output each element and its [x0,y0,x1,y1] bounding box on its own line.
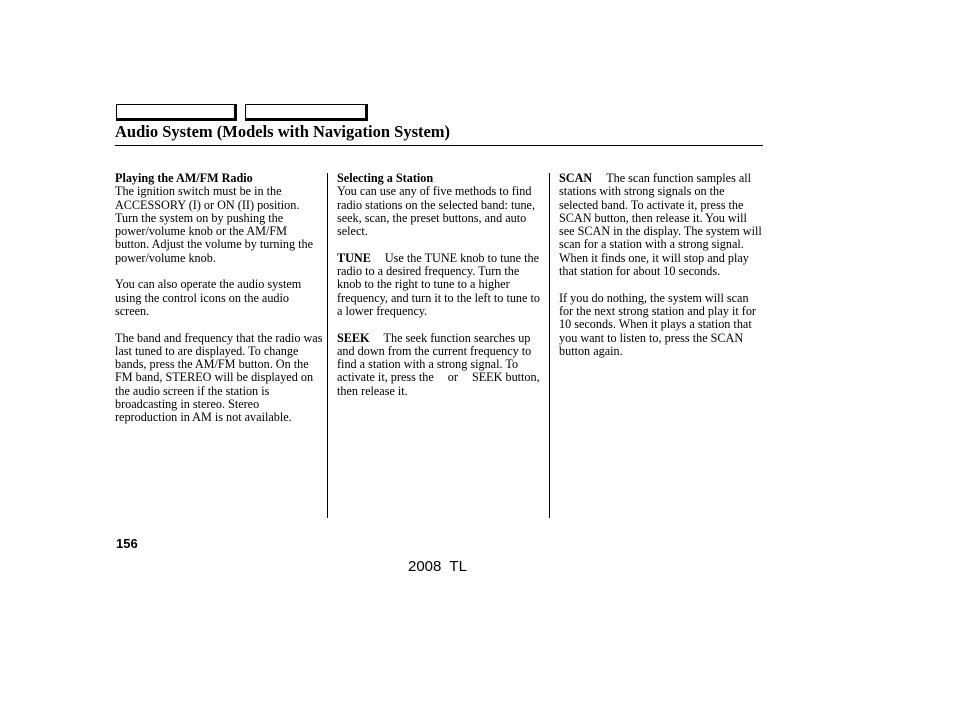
scan-text: The scan function samples all stations with strong signals on the selected band. To activate it, press the SCAN button, then release it. You will see SCAN in the display. The system will scan for a station with a strong signal. When it finds one, it will stop and play that station for about 10 seconds. [559,171,762,279]
term-scan: SCAN [559,171,593,185]
column-divider-1 [327,173,328,518]
paragraph-scan [559,172,765,278]
paragraph-ignition: The ignition switch must be in the ACCESSORY (I) or ON (II) position. Turn the system on by pushing the power/volume knob or the AM/FM button. Adjust the volume by turning the power/volume knob. [115,184,314,265]
paragraph-tune [337,252,545,318]
page-number: 156 [116,536,138,551]
heading-selecting-a-station: Selecting a Station [337,171,434,185]
paragraph-band-frequency: The band and frequency that the radio was last tuned to are displayed. To change bands, press the AM/FM button. On the FM band, STEREO will be displayed on the audio screen if the station is broadcasting in stereo. Stereo reproduction in AM is not available. [115,330,323,425]
paragraph-control-icons: You can also operate the audio system using the control icons on the audio screen. [115,277,302,318]
section-title: Audio System (Models with Navigation System) [115,122,451,141]
paragraph-methods: You can use any of five methods to find radio stations on the selected band: tune, seek, scan, the preset buttons, and auto select. [337,184,535,239]
paragraph-scan-again: If you do nothing, the system will scan for the next strong station and play it for 10 seconds. When it plays a station that you want to listen to, press the SCAN button again. [559,290,756,358]
seek-text-c: SEEK button, then release it. [337,370,540,398]
column-playing-radio [115,172,323,438]
term-tune: TUNE [337,250,371,265]
column-divider-2 [549,173,550,518]
paragraph-seek [337,332,545,398]
title-rule [115,145,763,146]
footer-model-label: 2008 TL [408,558,467,575]
header-tab-box-left [116,104,237,121]
column-selecting-station [337,172,545,411]
column-scan [559,172,765,371]
tune-text: Use the TUNE knob to tune the radio to a desired frequency. Turn the knob to the right to tune to a higher frequency, and turn it to the left to tune to a lower frequency. [337,250,540,318]
heading-playing-am-fm-radio: Playing the AM/FM Radio [115,171,253,185]
header-tab-box-right [245,104,368,121]
term-seek: SEEK [337,330,370,345]
seek-text-a: The seek function searches up and down from the current frequency to find a station with a strong signal. To activate it, press the [337,330,532,385]
seek-text-or: or [447,370,458,385]
